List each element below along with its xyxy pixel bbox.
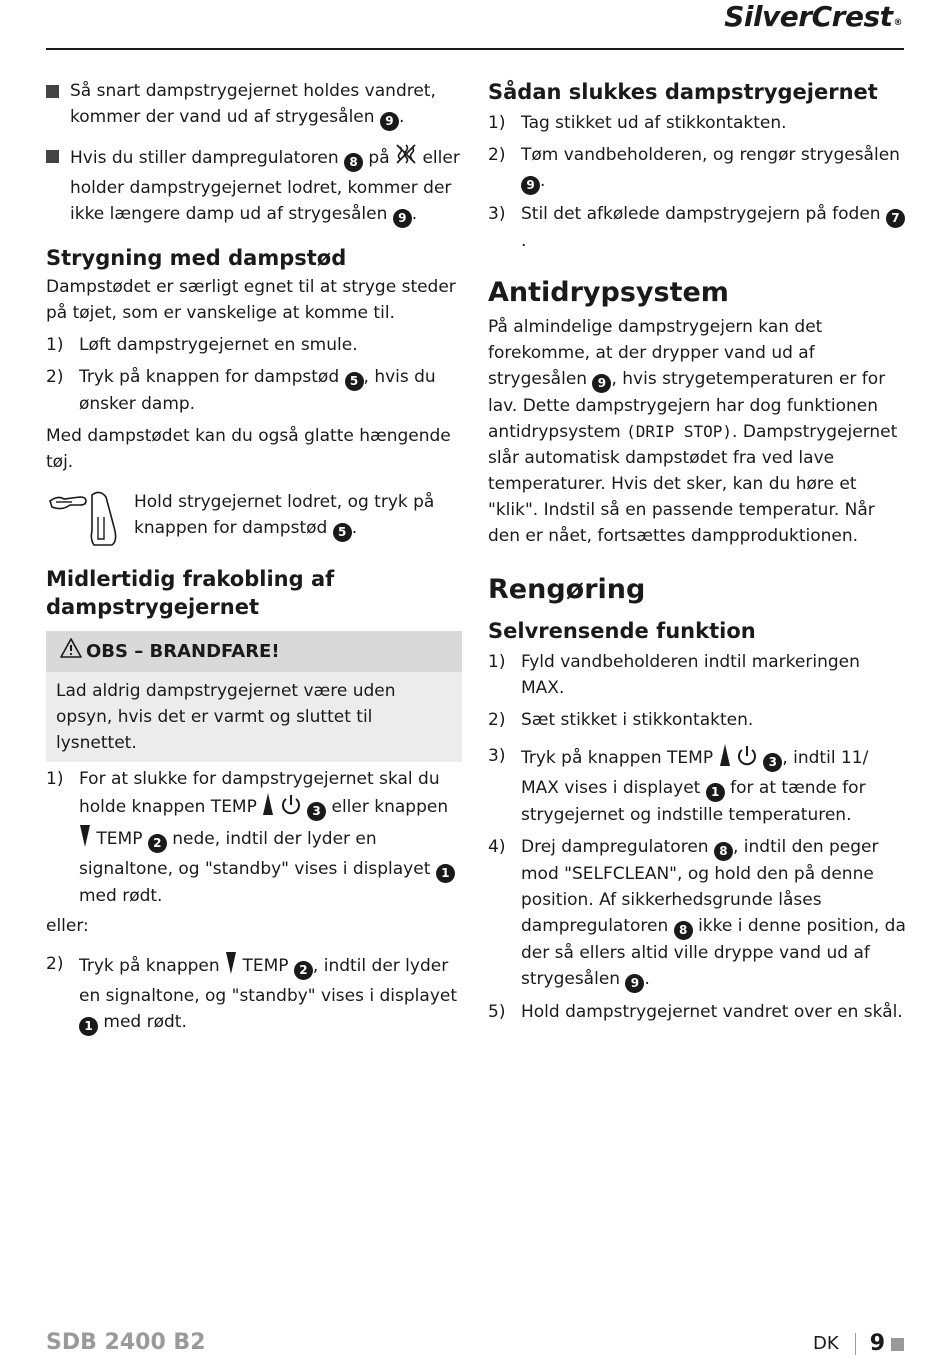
ref-marker: 8	[714, 842, 733, 861]
right-column	[488, 76, 906, 1025]
ref-marker: 9	[625, 974, 644, 993]
step-item: 1) For at slukke for dampstrygejernet skal du holde knappen TEMP 3 eller knappen TEMP 2 nede, indtil der lyder en signaltone, og "standby" vises i displayet 1 med rødt.	[46, 766, 462, 909]
subsection-heading: Selvrensende funktion	[488, 619, 756, 643]
ref-marker: 2	[148, 834, 167, 853]
step-item: 5) Hold dampstrygejernet vandret over en skål.	[488, 1002, 903, 1022]
step-item: 1) Fyld vandbeholderen indtil markeringen MAX.	[488, 652, 860, 698]
ref-marker: 9	[592, 374, 611, 393]
step-item: 1) Løft dampstrygejernet en smule.	[46, 335, 358, 355]
footer-square	[891, 1338, 904, 1351]
header-rule	[46, 48, 904, 50]
power-icon	[736, 745, 758, 775]
no-steam-icon	[395, 143, 417, 175]
warning-box	[46, 631, 462, 762]
vertical-iron-icon	[46, 489, 134, 549]
footer-page-info	[813, 1331, 904, 1357]
step-item: 2) Tryk på knappen TEMP 2 , indtil der lyder en signaltone, og "standby" vises i displayet 1 med rødt.	[46, 951, 462, 1036]
temp-down-icon	[79, 824, 91, 856]
paragraph: Dampstødet er særligt egnet til at stryge steder på tøjet, som er vanskelige at komme til.	[46, 277, 456, 323]
step-item: 1) Tag stikket ud af stikkontakten.	[488, 113, 787, 133]
left-column	[46, 76, 462, 1036]
section-heading: Midlertidig frakobling af dampstrygejernet	[46, 567, 335, 619]
ref-marker: 7	[886, 209, 905, 228]
ref-marker: 1	[706, 783, 725, 802]
footer-separator	[855, 1333, 856, 1355]
ref-marker: 5	[333, 523, 352, 542]
paragraph: På almindelige dampstrygejern kan det forekomme, at der drypper vand ud af strygesålen 9 , hvis strygetemperaturen er for lav. Dette dampstrygejern har dog funktionen antidrypsystem (DRIP STOP). Dampstrygejernet slår automatisk dampstødet fra ved lave temperaturer. Hvis det sker, kan du høre et "klik". Indstil så en passende temperatur. Når den er nået, fortsættes dampproduktionen.	[488, 317, 898, 546]
section-heading: Strygning med dampstød	[46, 246, 347, 270]
warning-body: Lad aldrig dampstrygejernet være uden opsyn, hvis det er varmt og sluttet til lysnettet.	[46, 672, 462, 762]
drip-stop-label: (DRIP STOP)	[626, 422, 733, 441]
ref-marker: 8	[674, 921, 693, 940]
temp-up-icon	[262, 792, 274, 824]
ref-marker: 5	[345, 372, 364, 391]
step-item: 2) Sæt stikket i stikkontakten.	[488, 710, 754, 730]
ref-marker: 9	[380, 112, 399, 131]
footer-model: SDB 2400 B2	[46, 1330, 206, 1355]
step-item: 4) Drej dampregulatoren 8 , indtil den peger mod "SELFCLEAN", og hold den på denne position. Af sikkerhedsgrunde låses dampregulatoren 8 ikke i denne position, da der så ellers altid ville dryppe vand ud af strygesålen 9 .	[488, 834, 906, 993]
ref-marker: 3	[307, 802, 326, 821]
section-heading: Sådan slukkes dampstrygejernet	[488, 80, 878, 104]
paragraph: Med dampstødet kan du også glatte hængende tøj.	[46, 426, 451, 472]
page-number: 9	[869, 1331, 885, 1356]
ref-marker: 1	[436, 864, 455, 883]
bullet-item: Hvis du stiller dampregulatoren 8 på eller holder dampstrygejernet lodret, kommer der ikke længere damp ud af strygesålen 9 .	[46, 143, 462, 228]
bullet-square	[46, 85, 59, 98]
bullet-item: Så snart dampstrygejernet holdes vandret, kommer der vand ud af strygesålen 9 .	[46, 78, 462, 131]
warning-header: OBS – BRANDFARE!	[46, 631, 462, 672]
brand-logo: SilverCrest®	[724, 0, 902, 33]
temp-down-icon	[225, 951, 237, 983]
step-item: 2) Tøm vandbeholderen, og rengør strygesålen 9 .	[488, 142, 906, 195]
section-heading: Antidrypsystem	[488, 277, 729, 308]
ref-marker: 9	[521, 176, 540, 195]
ref-marker: 9	[393, 209, 412, 228]
tip-block: Hold strygejernet lodret, og tryk på knappen for dampstød 5 .	[46, 489, 462, 549]
step-item: 2) Tryk på knappen for dampstød 5 , hvis du ønsker damp.	[46, 367, 436, 414]
power-icon	[280, 794, 302, 824]
ref-marker: 1	[79, 1017, 98, 1036]
footer-language: DK	[813, 1333, 839, 1354]
bullet-square	[46, 150, 59, 163]
step-item: 3) Tryk på knappen TEMP 3 , indtil 11/ MAX vises i displayet 1 for at tænde for strygejernet og indstille temperaturen.	[488, 743, 906, 828]
paragraph: eller:	[46, 916, 89, 936]
step-item: 3) Stil det afkølede dampstrygejern på foden 7.	[488, 201, 906, 254]
ref-marker: 8	[344, 153, 363, 172]
temp-up-icon	[719, 743, 731, 775]
warning-triangle-icon	[60, 638, 82, 666]
section-heading: Rengøring	[488, 574, 646, 605]
ref-marker: 2	[294, 961, 313, 980]
ref-marker: 3	[763, 753, 782, 772]
